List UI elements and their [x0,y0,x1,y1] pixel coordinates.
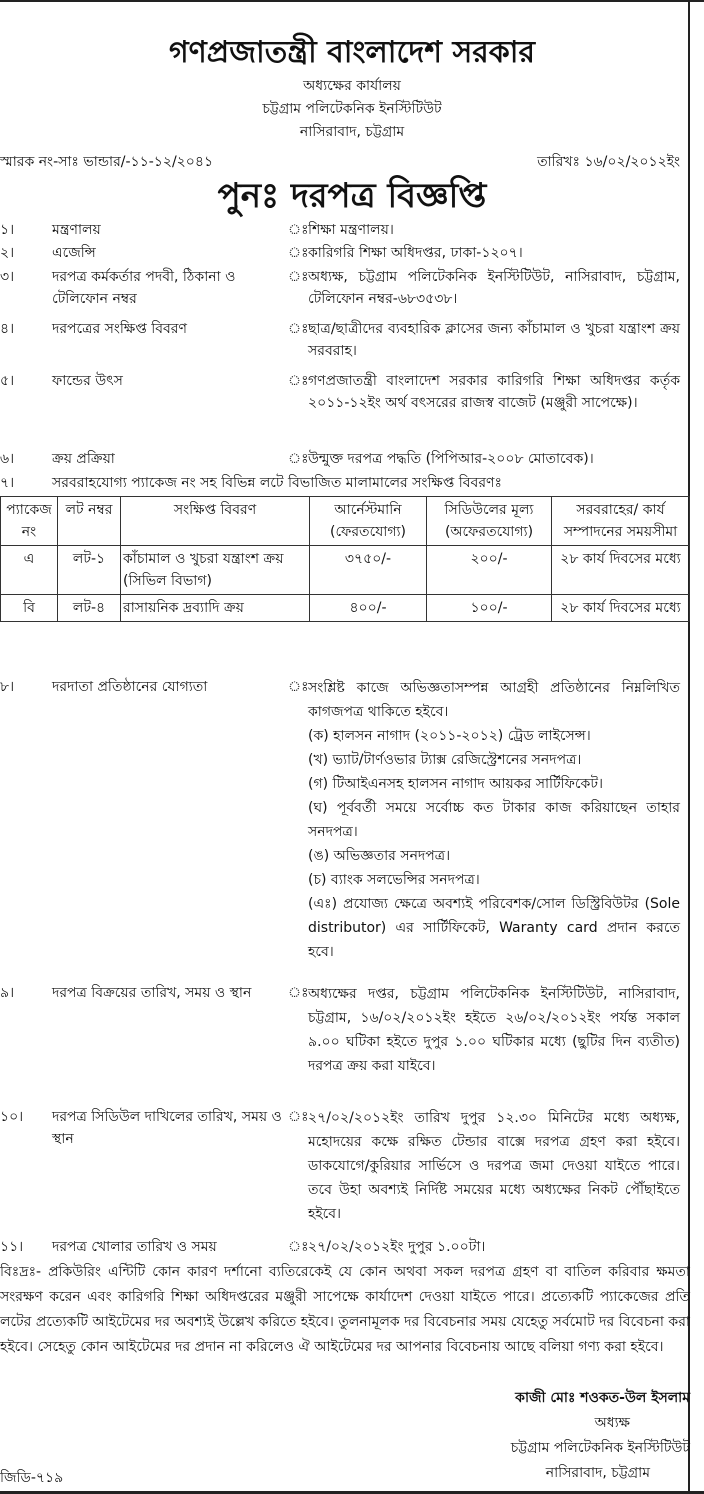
cell-earnest-money: ৪০০/- [310,595,427,622]
item-value: অধ্যক্ষ, চট্টগ্রাম পলিটেকনিক ইনস্টিটিউট, নাসিরাবাদ, চট্টগ্রাম, টেলিফোন নম্বর-৬৮৩৫৩৮। [308,269,680,307]
eligibility-doc: (ঙ) অভিজ্ঞতার সনদপত্র। [308,848,451,864]
item-number: ৫। [0,373,15,389]
eligibility-doc: (ক) হালসন নাগাদ (২০১১-২০১২) ট্রেড লাইসেন্স। [308,728,591,744]
item-number: ১১। [0,1239,24,1255]
item-value: কারিগরি শিক্ষা অধিদপ্তর, ঢাকা-১২০৭। [308,245,523,261]
item-number: ৪। [0,321,15,337]
item-colon: ঃ [288,373,309,389]
item-colon: ঃ [288,245,309,261]
item-label: ক্রয় প্রক্রিয়া [52,451,115,467]
notice-date: তারিখঃ ১৬/০২/২০১২ইং [537,154,680,170]
item-value: শিক্ষা মন্ত্রণালয়। [308,222,394,238]
col-header-timeline: সরবরাহের/ কার্য সম্পাদনের সময়সীমা [552,497,690,546]
cell-lot: লট-৪ [58,595,121,622]
item-colon: ঃ [288,321,309,337]
table-row [1,595,690,622]
office-name: অধ্যক্ষের কার্যালয় [303,78,401,94]
item-label: দরপত্র খোলার তারিখ ও সময় [52,1239,217,1255]
item-value: গণপ্রজাতন্ত্রী বাংলাদেশ সরকার কারিগরি শিক্ষা অধিদপ্তর কর্তৃক ২০১১-১২ইং অর্থ বৎসরের রাজস্ব বাজেট (মঞ্জুরী সাপেক্ষে)। [308,373,680,411]
institute-address: নাসিরাবাদ, চট্টগ্রাম [299,124,405,140]
eligibility-doc: (এঃ) প্রযোজ্য ক্ষেত্রে অবশ্যই পরিবেশক/সোল ডিস্ট্রিবিউটর (Sole distributor) এর সার্টিফিকেট, Waranty card প্রদান করতে হবে। [308,896,680,960]
table-header-row [1,497,690,546]
cell-schedule-price: ১০০/- [427,595,552,622]
item-colon: ঃ [288,451,309,467]
col-header-lot: লট নম্বর [58,497,121,546]
item-label: এজেন্সি [52,245,96,261]
item-label: দরপত্র সিডিউল দাখিলের তারিখ, সময় ও স্থান [52,1109,282,1147]
eligibility-doc: (খ) ভ্যাট/টার্ণওভার ট্যাক্স রেজিস্ট্রেশনের সনদপত্র। [308,752,582,768]
col-header-schedule-price: সিডিউলের মূল্য (অফেরতযোগ্য) [427,497,552,546]
cell-earnest-money: ৩৭৫০/- [310,546,427,595]
cell-package: বি [1,595,58,622]
signature-block [0,1386,690,1486]
eligibility-doc: (গ) টিআইএনসহ হালসন নাগাদ আয়কর সার্টিফিকেট। [308,776,603,792]
eligibility-doc: (চ) ব্যাংক সলভেন্সির সনদপত্র। [308,872,480,888]
item-label: দরপত্রের সংক্ষিপ্ত বিবরণ [52,321,187,337]
notice-note: বিঃদ্রঃ- প্রকিউরিং এন্টিটি কোন কারণ দর্শানো ব্যতিরেকেই যে কোন অথবা সকল দরপত্র গ্রহণ বা বাতিল করিবার ক্ষমতা সংরক্ষণ করেন এবং কারিগরি শিক্ষা অধিদপ্তরের মঞ্জুরী সাপেক্ষে কার্যাদেশ দেওয়া যাইতে পারে। প্রত্যেকটি প্যাকেজের প্রতি লটের প্রত্যেকটি আইটেমের দর অবশ্যই উল্লেখ করিতে হইবে। তুলনামূলক দর বিবেচনার সময় যেহেতু সর্বমোট দর বিবেচনা করা হইবে। সেহেতু কোন আইটেমের দর প্রদান না করিলেও ঐ আইটেমের দর আপনার বিবেচনায় আছে বলিয়া গণ্য করা হইবে। [0,1264,690,1355]
item-label: দরদাতা প্রতিষ্ঠানের যোগ্যতা [52,679,208,695]
item-colon: ঃ [288,269,309,285]
cell-description: কাঁচামাল ও খুচরা যন্ত্রাংশ ক্রয় (সিভিল বিভাগ) [121,546,310,595]
item-number: ৯। [0,985,15,1001]
notice-title: পুনঃ দরপত্র বিজ্ঞপ্তি [217,176,487,216]
item-colon: ঃ [288,1239,309,1255]
cell-timeline: ২৮ কার্য দিবসের মধ্যে [552,546,690,595]
cell-timeline: ২৮ কার্য দিবসের মধ্যে [552,595,690,622]
item-colon: ঃ [288,679,309,695]
item-value: অধ্যক্ষের দপ্তর, চট্টগ্রাম পলিটেকনিক ইনস্টিটিউট, নাসিরাবাদ, চট্টগ্রাম, ১৬/০২/২০১২ইং হইতে ২৬/০২/২০১২ইং পর্যন্ত সকাল ৯.০০ ঘটিকা হইতে দুপুর ১.০০ ঘটিকার মধ্যে (ছুটির দিন ব্যতীত) দরপত্র ক্রয় করা যাইবে। [308,986,680,1074]
item-value: ছাত্র/ছাত্রীদের ব্যবহারিক ক্লাসের জন্য কাঁচামাল ও খুচরা যন্ত্রাংশ ক্রয় সরবরাহ। [308,321,680,359]
item-colon: ঃ [288,222,309,238]
signatory-address: নাসিরাবাদ, চট্টগ্রাম [545,1465,650,1481]
eligibility-details [308,676,680,964]
item-label: সরবরাহযোগ্য প্যাকেজ নং সহ বিভিন্ন লটে বিভাজিত মালামালের সংক্ষিপ্ত বিবরণঃ [52,475,502,491]
item-value: উন্মুক্ত দরপত্র পদ্ধতি (পিপিআর-২০০৮ মোতাবেক)। [308,451,594,467]
institute-name: চট্টগ্রাম পলিটেকনিক ইনস্টিটিউট [262,101,442,117]
item-colon: ঃ [288,1109,309,1125]
item-value: ২৭/০২/২০১২ইং তারিখ দুপুর ১২.৩০ মিনিটের মধ্যে অধ্যক্ষ, মহোদয়ের কক্ষে রক্ষিত টেন্ডার বাক্সে দরপত্র গ্রহণ করা হইবে। ডাকযোগে/কুরিয়ার সার্ভিসে ও দরপত্র জমা দেওয়া যাইতে পারে। তবে উহা অবশ্যই নির্দিষ্ট সময়ের মধ্যে অধ্যক্ষের নিকট পৌঁছাইতে হইবে। [308,1110,680,1222]
item-number: ৮। [0,679,15,695]
top-border [0,0,704,2]
table-row [1,546,690,595]
memo-number: স্মারক নং-সাঃ ভান্ডার/-১১-১২/২০৪১ [0,154,214,170]
item-label: দরপত্র কর্মকর্তার পদবী, ঠিকানা ও টেলিফোন নম্বর [52,269,236,307]
item-colon: ঃ [288,985,309,1001]
cell-schedule-price: ২০০/- [427,546,552,595]
government-title: গণপ্রজাতন্ত্রী বাংলাদেশ সরকার [169,35,535,70]
item-number: ৬। [0,451,15,467]
col-header-description: সংক্ষিপ্ত বিবরণ [121,497,310,546]
cell-description: রাসায়নিক দ্রব্যাদি ক্রয় [121,595,310,622]
item-number: ১। [0,222,15,238]
item-label: মন্ত্রণালয় [52,222,101,238]
eligibility-intro: সংশ্লিষ্ট কাজে অভিজ্ঞতাসম্পন্ন আগ্রহী প্রতিষ্ঠানের নিম্নলিখিত কাগজপত্র থাকিতে হইবে। [308,680,680,720]
package-table [0,496,690,622]
col-header-earnest-money: আর্নেস্টমানি (ফেরতযোগ্য) [310,497,427,546]
signatory-institute: চট্টগ্রাম পলিটেকনিক ইনস্টিটিউট [510,1440,690,1456]
item-value: ২৭/০২/২০১২ইং দুপুর ১.০০টা। [308,1239,486,1255]
cell-package: এ [1,546,58,595]
item-label: ফান্ডের উৎস [52,373,123,389]
col-header-package: প্যাকেজ নং [1,497,58,546]
eligibility-doc: (ঘ) পূর্ববর্তী সময়ে সর্বোচ্চ কত টাকার কাজ করিয়াছেন তাহার সনদপত্র। [308,800,680,840]
cell-lot: লট-১ [58,546,121,595]
item-number: ৭। [0,475,15,491]
item-number: ১০। [0,1109,24,1125]
footer-code: জিডি-৭১৯ [0,1470,64,1486]
item-label: দরপত্র বিক্রয়ের তারিখ, সময় ও স্থান [52,985,252,1001]
item-number: ৩। [0,269,15,285]
signatory-name: কাজী মোঃ শওকত-উল ইসলাম [515,1390,690,1406]
item-number: ২। [0,245,15,261]
signatory-designation: অধ্যক্ষ [594,1415,630,1431]
